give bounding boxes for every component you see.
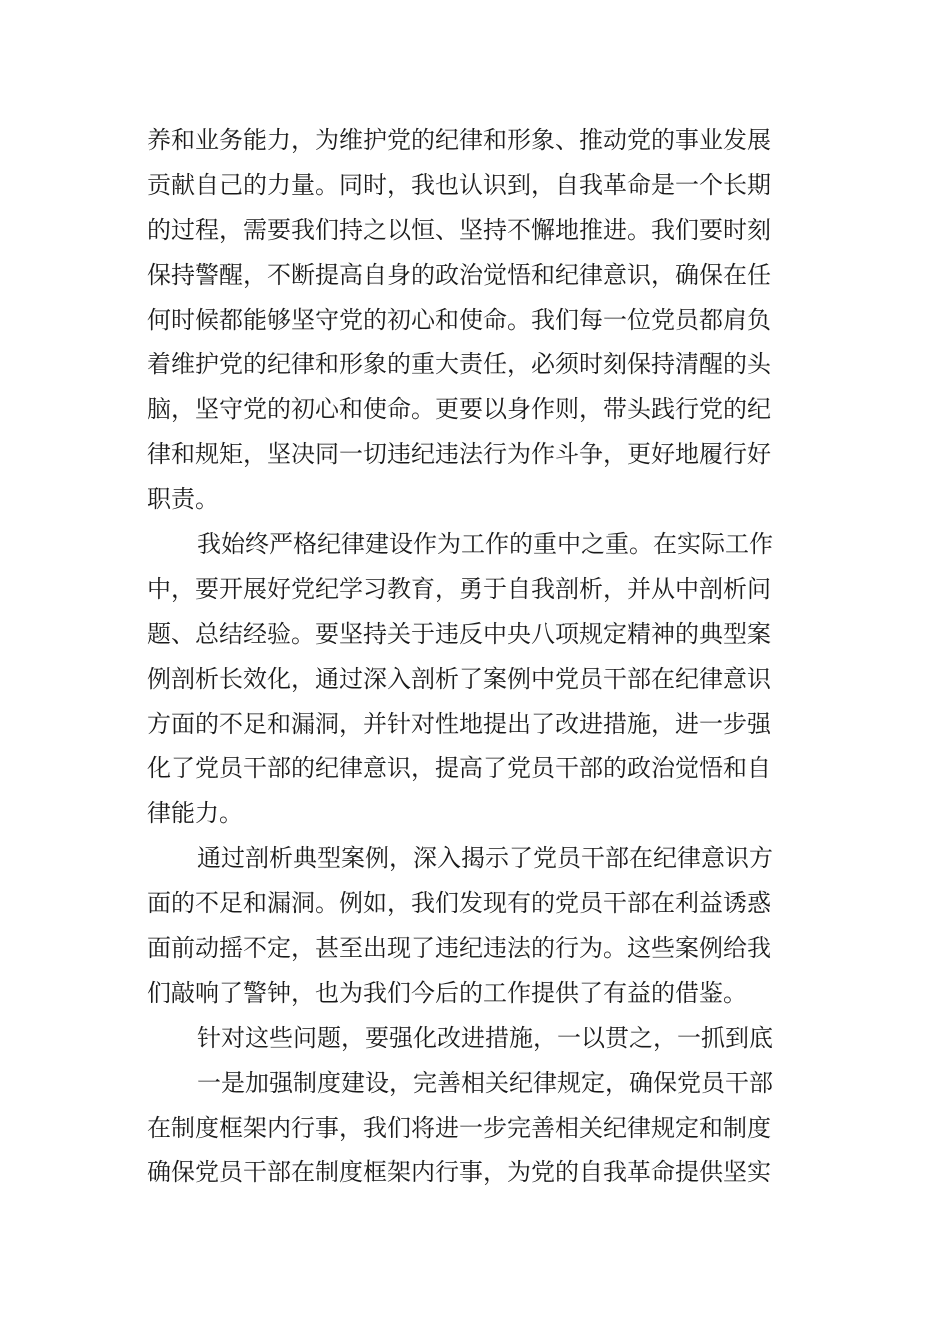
body-line: 律能力。 (147, 799, 243, 828)
body-line: 中，要开展好党纪学习教育，勇于自我剖析，并从中剖析问 (147, 574, 771, 603)
body-line: 养和业务能力，为维护党的纪律和形象、推动党的事业发展 (147, 126, 771, 154)
body-line: 题、总结经验。要坚持关于违反中央八项规定精神的典型案 (147, 619, 771, 648)
body-line: 面前动摇不定，甚至出现了违纪违法的行为。这些案例给我 (147, 934, 771, 963)
body-line: 例剖析长效化，通过深入剖析了案例中党员干部在纪律意识 (147, 664, 771, 693)
body-line: 着维护党的纪律和形象的重大责任，必须时刻保持清醒的头 (147, 350, 771, 379)
paragraph-first-line: 通过剖析典型案例，深入揭示了党员干部在纪律意识方 (197, 844, 773, 873)
body-line: 方面的不足和漏洞，并针对性地提出了改进措施，进一步强 (147, 709, 771, 738)
paragraph-first-line: 针对这些问题，要强化改进措施，一以贯之，一抓到底 (197, 1023, 773, 1052)
body-line: 贡献自己的力量。同时，我也认识到，自我革命是一个长期 (147, 170, 771, 199)
body-line: 何时候都能够坚守党的初心和使命。我们每一位党员都肩负 (147, 305, 771, 334)
paragraph-first-line: 一是加强制度建设，完善相关纪律规定，确保党员干部 (197, 1068, 773, 1097)
body-line: 律和规矩，坚决同一切违纪违法行为作斗争，更好地履行好 (147, 440, 771, 469)
body-line: 面的不足和漏洞。例如，我们发现有的党员干部在利益诱惑 (147, 889, 771, 918)
document-body (147, 118, 807, 1195)
body-line: 脑，坚守党的初心和使命。更要以身作则，带头践行党的纪 (147, 395, 771, 424)
body-line: 保持警醒，不断提高自身的政治觉悟和纪律意识，确保在任 (147, 260, 771, 289)
paragraph-first-line: 我始终严格纪律建设作为工作的重中之重。在实际工作 (197, 530, 773, 559)
body-line: 化了党员干部的纪律意识，提高了党员干部的政治觉悟和自 (147, 754, 771, 783)
body-line: 在制度框架内行事，我们将进一步完善相关纪律规定和制度 (147, 1113, 771, 1142)
body-line: 的过程，需要我们持之以恒、坚持不懈地推进。我们要时刻 (147, 215, 771, 244)
body-line: 确保党员干部在制度框架内行事，为党的自我革命提供坚实 (147, 1158, 771, 1187)
body-line: 们敲响了警钟，也为我们今后的工作提供了有益的借鉴。 (147, 978, 747, 1007)
body-line: 职责。 (147, 485, 219, 514)
